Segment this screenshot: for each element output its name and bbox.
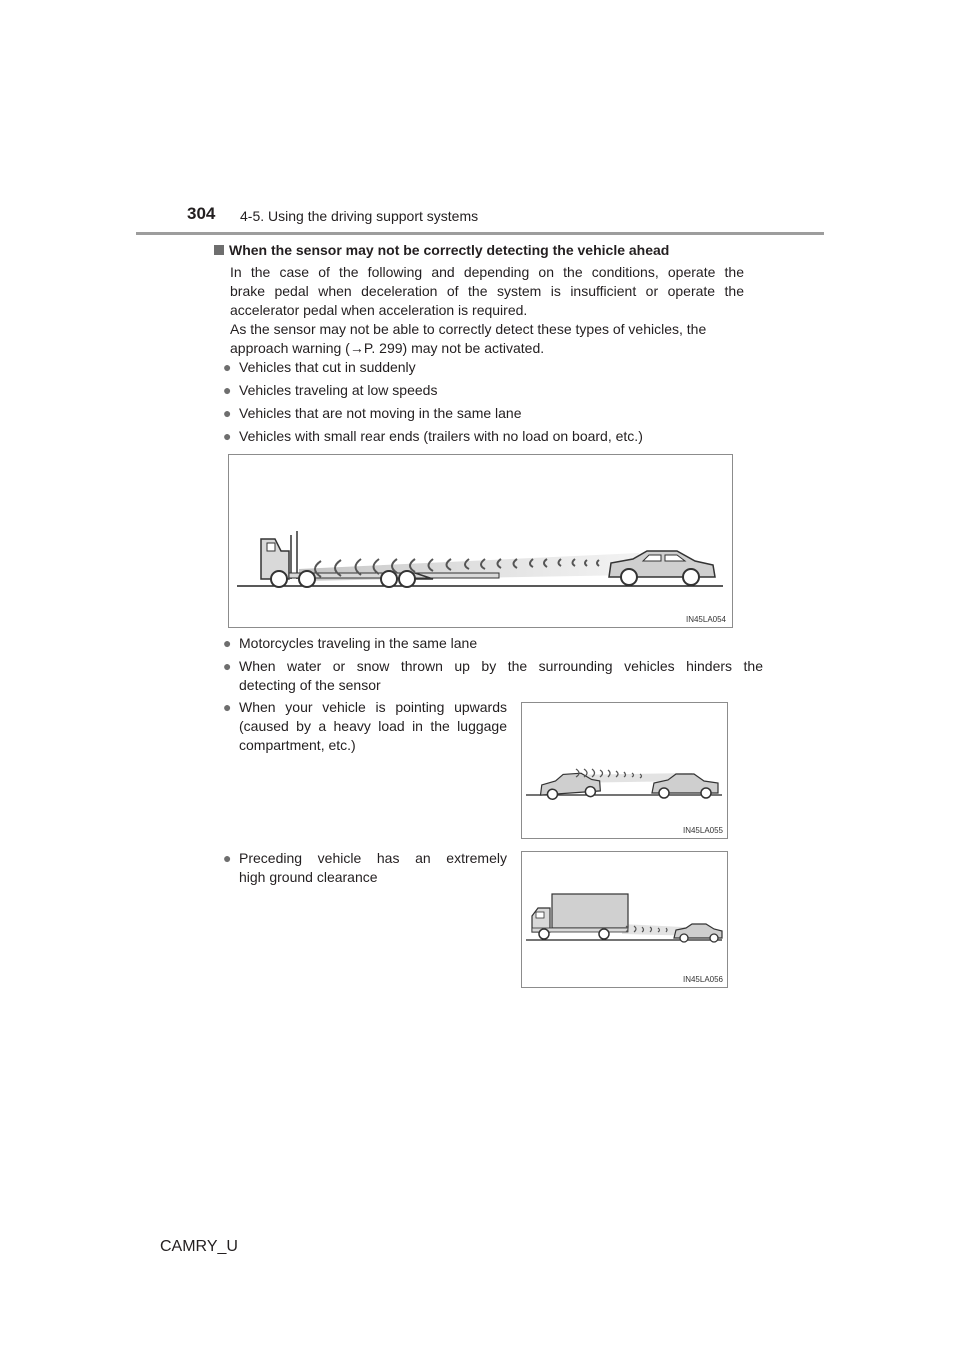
subsection-heading [214, 242, 669, 258]
square-bullet-icon [214, 245, 224, 255]
heading-text: When the sensor may not be correctly detecting the vehicle ahead [229, 242, 670, 258]
list-item-text: (caused by a heavy load in the luggage [239, 718, 507, 734]
figure-high-clearance-illustration [521, 851, 728, 988]
intro-line: As the sensor may not be able to correctly detect these types of vehicles, the [230, 321, 707, 337]
list-item-text: compartment, etc.) [239, 737, 356, 753]
figure-trailer-illustration [228, 454, 733, 628]
bullet-dot-icon: ● [223, 658, 232, 674]
list-item-text: Vehicles with small rear ends (trailers with no load on board, etc.) [239, 428, 643, 444]
bullet-dot-icon: ● [223, 635, 232, 651]
header-rule [136, 232, 824, 235]
figure-upward-pointing-illustration [521, 702, 728, 839]
list-item-text: Motorcycles traveling in the same lane [239, 635, 478, 651]
page-header [187, 204, 827, 232]
list-item-text: high ground clearance [239, 869, 378, 885]
list-item-text: detecting of the sensor [239, 677, 381, 693]
list-item-text: Vehicles traveling at low speeds [239, 382, 438, 398]
intro-paragraph [230, 263, 744, 358]
bullet-dot-icon: ● [223, 699, 232, 715]
figure-code: IN45LA055 [682, 826, 723, 835]
list-item-text: When your vehicle is pointing upwards [239, 699, 507, 715]
intro-line: accelerator pedal when acceleration is required. [230, 302, 528, 318]
section-title: 4-5. Using the driving support systems [240, 208, 479, 224]
intro-line: In the case of the following and depending on the conditions, operate the [230, 264, 744, 280]
upward-pointing-illustration [522, 703, 727, 838]
bullet-dot-icon: ● [223, 382, 232, 398]
intro-line: approach warning (→P. 299) may not be activated. [230, 340, 545, 356]
list-item-text: When water or snow thrown up by the surrounding vehicles hinders the [239, 658, 763, 674]
high-clearance-illustration [522, 852, 727, 987]
bullet-dot-icon: ● [223, 359, 232, 375]
list-item-text: Vehicles that are not moving in the same lane [239, 405, 522, 421]
figure-code: IN45LA054 [685, 615, 726, 624]
list-item-text: Preceding vehicle has an extremely [239, 850, 507, 866]
bullet-dot-icon: ● [223, 850, 232, 866]
page-number: 304 [187, 204, 216, 223]
footer-model-code: CAMRY_U [160, 1238, 238, 1255]
bullet-dot-icon: ● [223, 405, 232, 421]
figure-code: IN45LA056 [682, 975, 723, 984]
list-item-text: Vehicles that cut in suddenly [239, 359, 416, 375]
intro-line: brake pedal when deceleration of the system is insufficient or operate the [230, 283, 744, 299]
trailer-illustration [229, 455, 732, 627]
bullet-dot-icon: ● [223, 428, 232, 444]
